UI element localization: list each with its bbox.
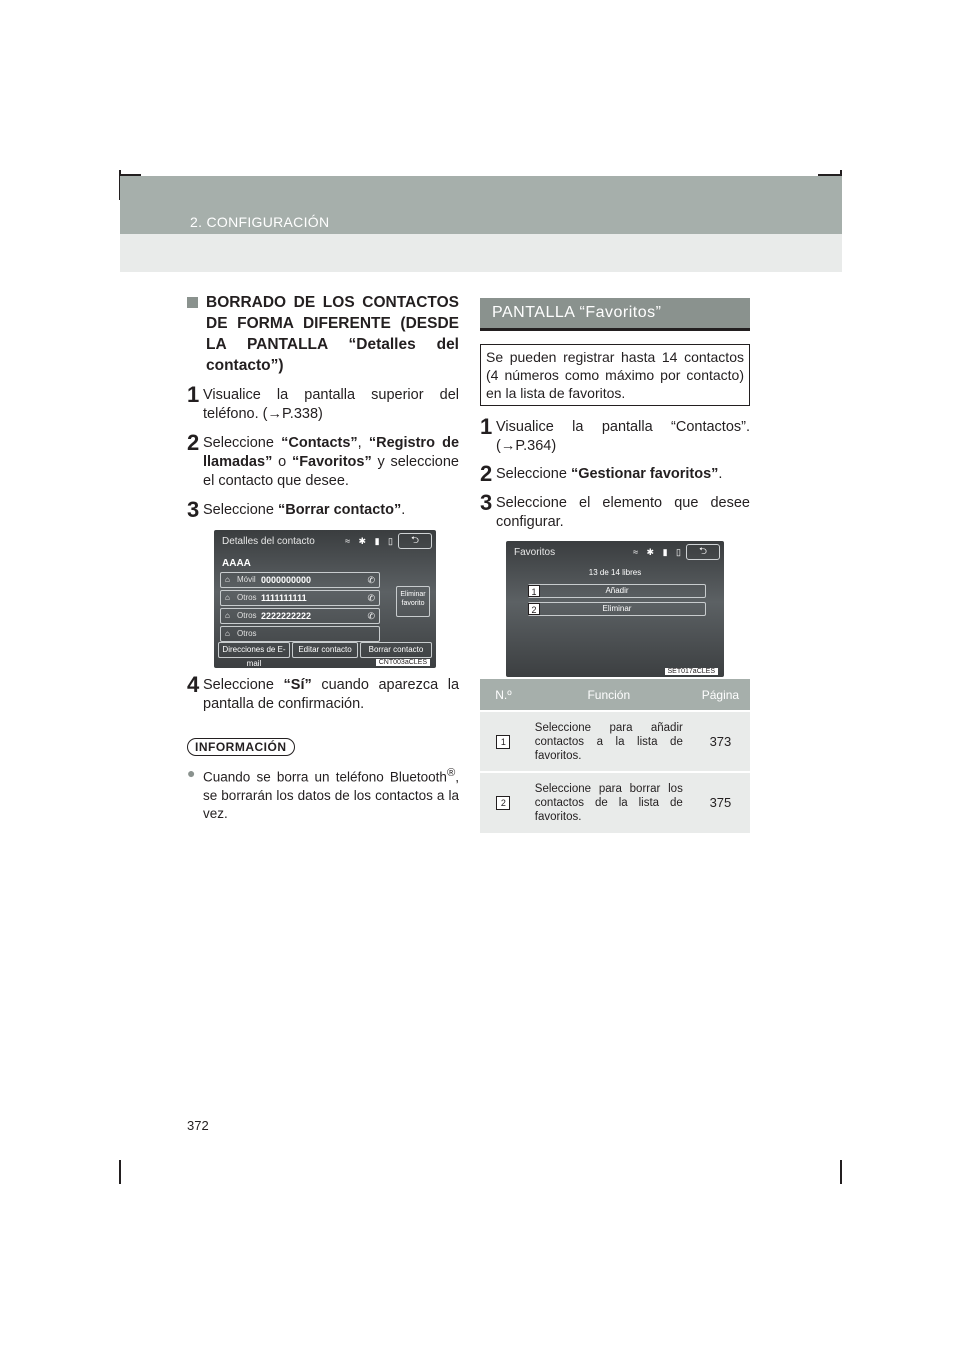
row-label: Otros	[237, 629, 257, 638]
info-label: INFORMACIÓN	[187, 738, 295, 756]
text-run: Seleccione	[203, 502, 278, 518]
column-header: Página	[691, 679, 750, 711]
back-icon[interactable]: ⮌	[686, 544, 720, 560]
add-button[interactable]: Añadir	[528, 584, 706, 598]
row-label: Otros	[237, 611, 257, 620]
table-header-row	[480, 679, 750, 711]
page-cell: 375	[691, 772, 750, 833]
subheading-text: BORRADO DE LOS CONTACTOS DE FORMA DIFERENTE (DESDE LA PANTALLA “Detalles del contacto”)	[206, 294, 459, 374]
registered-mark: ®	[446, 767, 456, 779]
contact-icon: ⌂	[225, 593, 230, 602]
step-number: 2	[480, 461, 493, 486]
step-2	[480, 461, 750, 486]
edit-contact-button[interactable]: Editar contacto	[292, 642, 358, 658]
step-number: 1	[187, 382, 200, 407]
header-strip	[120, 176, 842, 234]
key-label: “Favoritos”	[291, 454, 372, 470]
image-code: CNT003aCLES	[376, 659, 430, 666]
delete-button[interactable]: Eliminar	[528, 602, 706, 616]
status-icons: ≈ ✱ ▮ ▯	[345, 536, 396, 546]
status-icons: ≈ ✱ ▮ ▯	[633, 547, 684, 557]
step-number: 1	[480, 414, 493, 439]
text-run: .	[718, 466, 723, 482]
row-number-cell	[480, 711, 527, 772]
contact-icon: ⌂	[225, 575, 230, 584]
text-run: Cuando se borra un teléfono Bluetooth	[203, 769, 447, 785]
screen-title: Detalles del contacto	[222, 536, 315, 547]
delete-contact-button[interactable]: Borrar contacto	[360, 642, 432, 658]
page-cell: 373	[691, 711, 750, 772]
contact-icon: ⌂	[225, 629, 230, 638]
back-icon[interactable]: ⮌	[398, 533, 432, 549]
crop-mark	[119, 1160, 121, 1184]
step-3	[480, 490, 750, 532]
crop-mark	[840, 1160, 842, 1184]
callout-tag: 2	[528, 603, 540, 615]
phone-icon: ✆	[367, 575, 375, 585]
email-addresses-button[interactable]: Direcciones de E-mail	[218, 642, 290, 658]
step-text	[496, 465, 750, 485]
step-number: 3	[480, 490, 493, 515]
step-1	[480, 414, 750, 456]
function-cell: Seleccione para añadir contactos a la lista de favoritos.	[527, 711, 691, 772]
row-number: 1111111111	[261, 593, 307, 603]
text-run: , se borrarán los datos de los contactos a la vez.	[203, 769, 459, 821]
text-run: ,	[357, 435, 369, 451]
contact-row[interactable]	[220, 626, 380, 642]
phone-icon: ✆	[367, 593, 375, 603]
step-number: 4	[187, 672, 200, 697]
step-text: Visualice la pantalla superior del teléfono. (→P.338)	[203, 387, 459, 422]
phone-icon: ✆	[367, 611, 375, 621]
text-run: Seleccione	[203, 435, 282, 451]
contact-row[interactable]	[220, 572, 380, 588]
right-column	[480, 298, 750, 677]
note-box: Se pueden registrar hasta 14 contactos (4 números como máximo por contacto) en la lista de favoritos.	[480, 344, 750, 406]
function-table	[480, 679, 750, 833]
table-row	[480, 772, 750, 833]
contact-name: AAAA	[222, 558, 251, 569]
number-tag: 1	[496, 735, 510, 749]
step-4	[187, 672, 460, 714]
text-run: y seleccione el contacto que desee.	[203, 454, 460, 489]
step-number: 3	[187, 497, 200, 522]
number-tag: 2	[496, 796, 510, 810]
left-column	[187, 292, 459, 823]
column-header: Función	[527, 679, 691, 711]
key-label: “Contacts”	[281, 435, 358, 451]
text-run: o	[272, 454, 292, 470]
key-label: “Sí”	[283, 677, 312, 693]
key-label: “Borrar contacto”	[277, 502, 402, 518]
info-bullet	[187, 764, 459, 823]
info-text	[203, 764, 459, 823]
contact-row[interactable]	[220, 608, 380, 624]
key-label: “Gestionar favoritos”	[570, 466, 719, 482]
screen-title: Favoritos	[514, 547, 556, 558]
section-title: PANTALLA “Favoritos”	[480, 298, 750, 328]
page-number: 372	[187, 1118, 209, 1133]
callout-tag: 1	[528, 585, 540, 597]
step-text: Seleccione el elemento que desee configurar.	[496, 495, 750, 530]
key-label: “Registro de llamadas”	[203, 435, 460, 470]
free-count: 13 de 14 libres	[588, 568, 642, 577]
step-text	[203, 676, 459, 714]
page-header	[120, 176, 842, 272]
row-number: 2222222222	[261, 611, 312, 621]
section-rule	[480, 328, 750, 331]
info-section	[187, 738, 459, 823]
image-code: SET017aCLES	[665, 668, 718, 675]
contact-icon: ⌂	[225, 611, 230, 620]
step-text	[203, 434, 459, 491]
subheading	[187, 292, 459, 376]
row-number-cell	[480, 772, 527, 833]
square-bullet-icon	[187, 297, 198, 308]
row-number: 0000000000	[261, 575, 312, 585]
section-label: 2. CONFIGURACIÓN	[190, 214, 330, 230]
step-2	[187, 430, 460, 491]
step-1	[187, 382, 459, 424]
step-3	[187, 497, 459, 522]
text-run: cuando aparezca la pantalla de confirmación.	[203, 677, 460, 712]
text-run: Seleccione	[496, 466, 571, 482]
favorites-screenshot	[506, 541, 724, 677]
row-label: Otros	[237, 593, 257, 602]
table-row	[480, 711, 750, 772]
contact-details-screenshot	[214, 530, 436, 668]
step-number: 2	[187, 430, 200, 455]
step-text	[203, 501, 459, 521]
contact-row[interactable]	[220, 590, 380, 606]
column-header: N.º	[480, 679, 527, 711]
step-text: Visualice la pantalla “Contactos”. (→P.364)	[496, 419, 750, 454]
text-run: Seleccione	[203, 677, 284, 693]
bullet-icon: ●	[187, 765, 196, 781]
remove-favorite-button[interactable]: Eliminar favorito	[396, 586, 430, 617]
row-label: Móvil	[237, 575, 256, 584]
function-cell: Seleccione para borrar los contactos de la lista de favoritos.	[527, 772, 691, 833]
text-run: .	[401, 502, 406, 518]
